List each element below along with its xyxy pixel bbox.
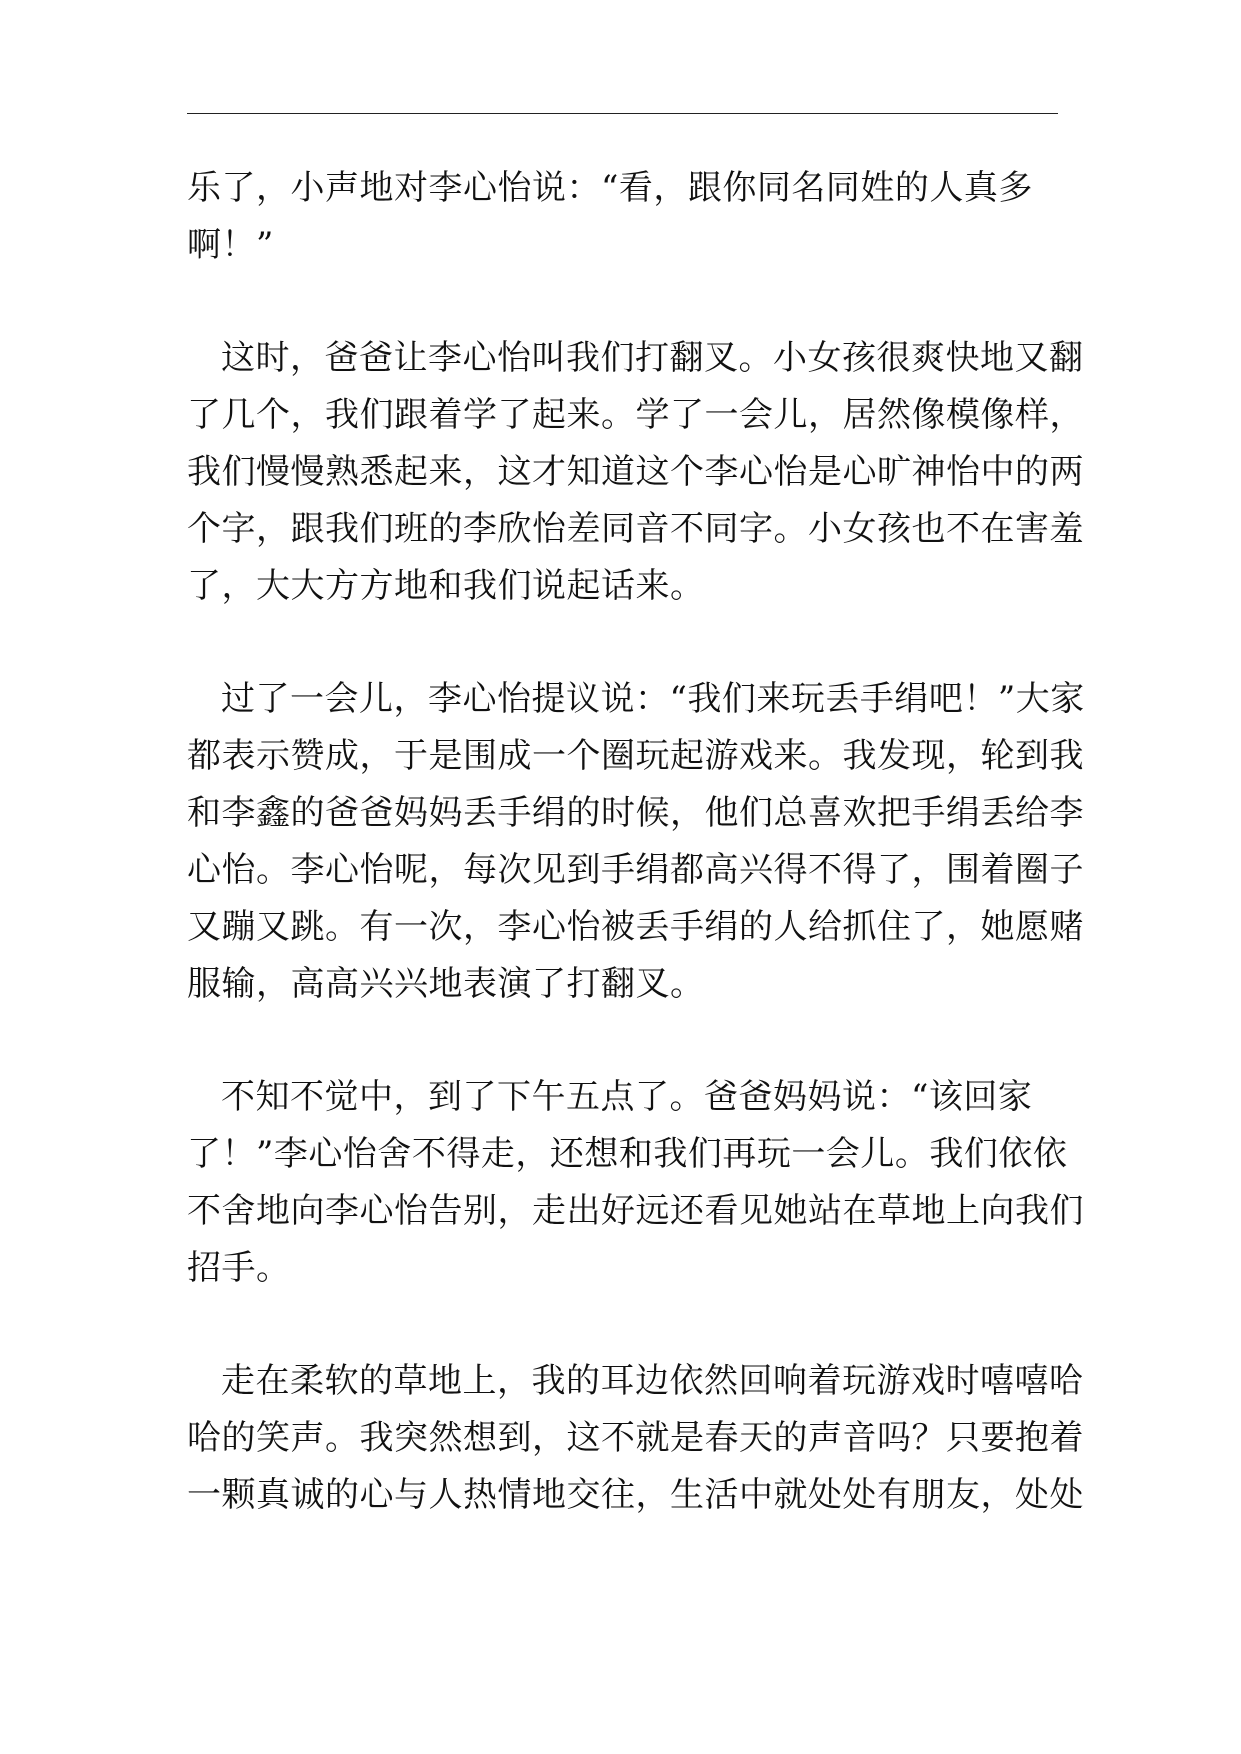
text-line: 哈的笑声。我突然想到，这不就是春天的声音吗？只要抱着 [187,1418,1084,1458]
text-line: 心怡。李心怡呢，每次见到手绢都高兴得不得了，围着圈子 [187,850,1084,890]
text-line: 了，大大方方地和我们说起话来。 [187,566,705,606]
paragraph [187,671,1085,1013]
text-line: 了！”李心怡舍不得走，还想和我们再玩一会儿。我们依依 [187,1134,1068,1174]
text-line: 和李鑫的爸爸妈妈丢手绢的时候，他们总喜欢把手绢丢给李 [187,793,1084,833]
text-line: 了几个，我们跟着学了起来。学了一会儿，居然像模像样， [187,395,1084,435]
paragraph [187,1069,1084,1297]
text-line: 都表示赞成，于是围成一个圈玩起游戏来。我发现，轮到我 [187,736,1084,776]
text-line: 这时，爸爸让李心怡叫我们打翻叉。小女孩很爽快地又翻 [221,338,1084,378]
paragraph [187,1353,1084,1524]
text-line: 个字，跟我们班的李欣怡差同音不同字。小女孩也不在害羞 [187,509,1084,549]
body-text [187,160,1085,1580]
text-line: 啊！” [187,225,274,265]
text-line: 我们慢慢熟悉起来，这才知道这个李心怡是心旷神怡中的两 [187,452,1084,492]
text-line: 招手。 [187,1248,291,1288]
text-line: 乐了，小声地对李心怡说：“看，跟你同名同姓的人真多 [187,168,1033,208]
text-line: 不舍地向李心怡告别，走出好远还看见她站在草地上向我们 [187,1191,1084,1231]
text-line: 又蹦又跳。有一次，李心怡被丢手绢的人给抓住了，她愿赌 [187,907,1084,947]
text-line: 服输，高高兴兴地表演了打翻叉。 [187,964,705,1004]
text-line: 过了一会儿，李心怡提议说：“我们来玩丢手绢吧！”大家 [221,679,1085,719]
text-line: 走在柔软的草地上，我的耳边依然回响着玩游戏时嘻嘻哈 [221,1361,1084,1401]
text-line: 一颗真诚的心与人热情地交往，生活中就处处有朋友，处处 [187,1475,1084,1515]
paragraph [187,160,1067,274]
text-line: 不知不觉中，到了下午五点了。爸爸妈妈说：“该回家 [221,1077,1033,1117]
paragraph [187,330,1084,615]
header-rule [187,113,1058,114]
